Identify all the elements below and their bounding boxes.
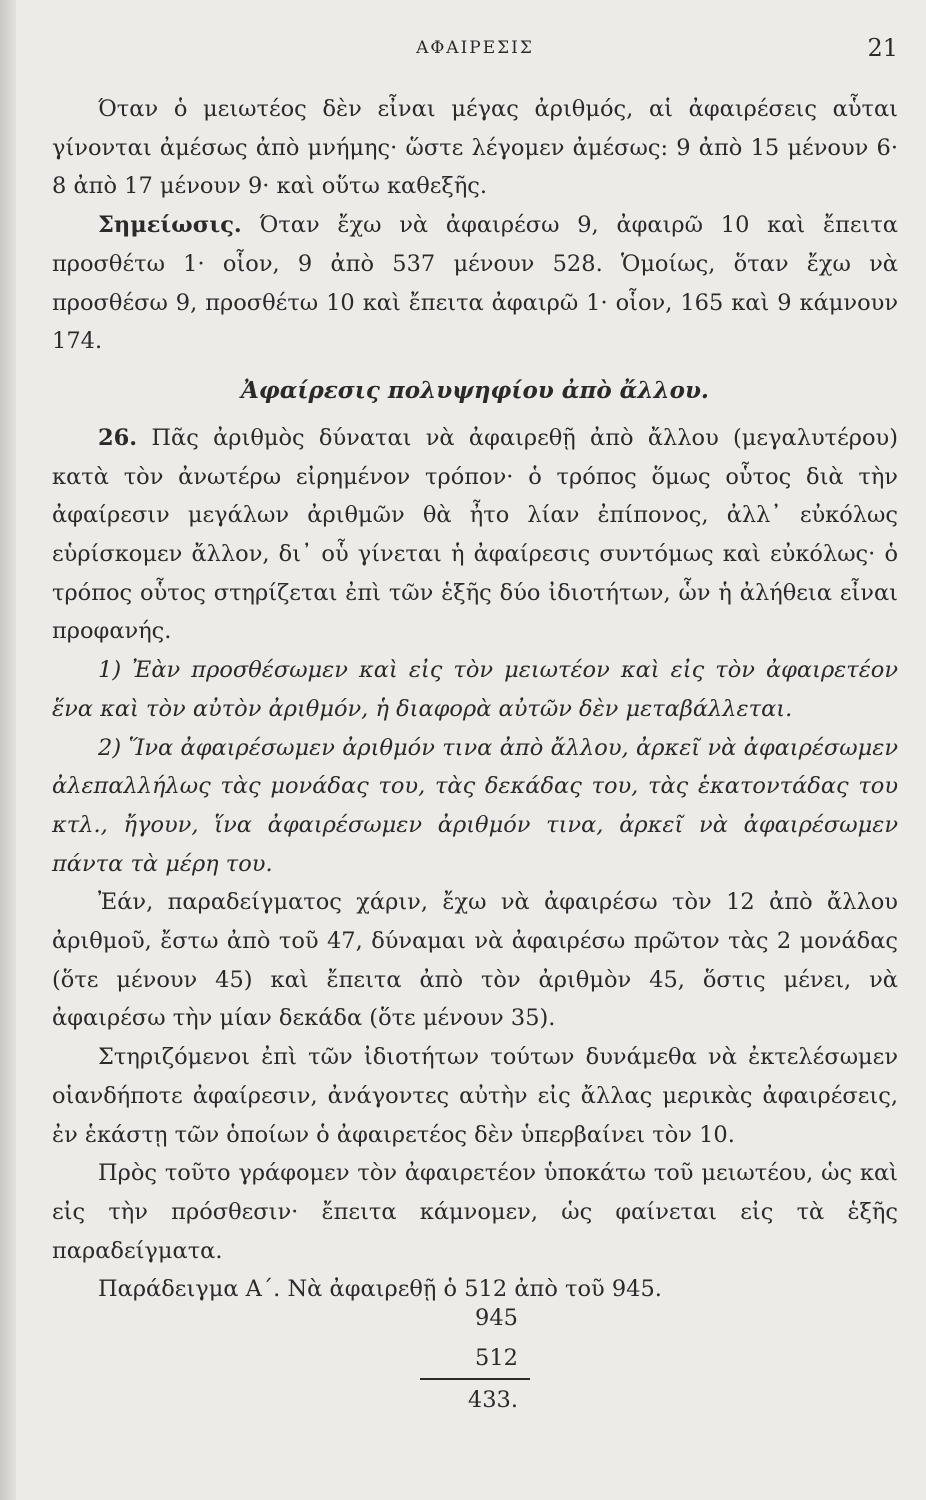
rule-2	[52, 729, 898, 884]
subtraction-example	[420, 1298, 530, 1420]
difference: 433.	[420, 1378, 530, 1420]
page-edge-shadow	[0, 0, 16, 1500]
rule-1	[52, 651, 898, 728]
page-number: 21	[867, 34, 898, 62]
example-a: Παράδειγμα Α΄. Νὰ ἀφαιρεθῇ ὁ 512 ἀπὸ τοῦ 945.	[98, 1276, 662, 1303]
section-heading: Ἀφαίρεσις πολυψηφίου ἀπὸ ἄλλου.	[241, 376, 709, 404]
rule-2-label: 2)	[98, 734, 122, 761]
rule-2-text: Ἵνα ἀφαιρέσωμεν ἀριθμόν τινα ἀπὸ ἄλλου, ἀρκεῖ νὰ ἀφαιρέσωμεν ἀλεπαλλήλως τὰς μονάδας του, τὰς δεκάδας του, τὰς ἑκατοντάδας του κτλ., ἤγουν, ἵνα ἀφαιρέσωμεν ἀριθμόν τινα, ἀρκεῖ νὰ ἀφαιρέσωμεν πάντα τὰ μέρη του.	[52, 734, 899, 877]
running-head	[52, 34, 898, 64]
paragraph-26	[52, 419, 898, 651]
writing-paragraph: Πρὸς τοῦτο γράφομεν τὸν ἀφαιρετέον ὑποκάτω τοῦ μειωτέου, ὡς καὶ εἰς τὴν πρόσθεσιν· ἔπειτα κάμνομεν, ὡς φαίνεται εἰς τὰ ἑξῆς παραδείγματα.	[52, 1160, 898, 1264]
rule-1-text: Ἐὰν προσθέσωμεν καὶ εἰς τὸν μειωτέον καὶ εἰς τὸν ἀφαιρετέον ἕνα καὶ τὸν αὐτὸν ἀριθμόν, ἡ διαφορὰ αὐτῶν δὲν μεταβάλλεται.	[52, 657, 898, 722]
minuend: 945	[475, 1305, 518, 1331]
paragraph-26-text: Πᾶς ἀριθμὸς δύναται νὰ ἀφαιρεθῇ ἀπὸ ἄλλου (μεγαλυτέρου) κατὰ τὸν ἀνωτέρω εἰρημένον τρόπον· ὁ τρόπος ὅμως οὗτος διὰ τὴν ἀφαίρεσιν μεγάλων ἀριθμῶν θὰ ἦτο λίαν ἐπίπονος, ἀλλ᾽ εὐκόλως εὑρίσκομεν ἄλλον, δι᾽ οὗ γίνεται ἡ ἀφαίρεσις συντόμως καὶ εὐκόλως· ὁ τρόπος οὗτος στηρίζεται ἐπὶ τῶν ἑξῆς δύο ἰδιοτήτων, ὧν ἡ ἀλήθεια εἶναι προφανής.	[52, 424, 898, 645]
subtrahend: 512	[475, 1345, 518, 1371]
intro-paragraph: Όταν ὁ μειωτέος δὲν εἶναι μέγας ἀριθμός, αἱ ἀφαιρέσεις αὗται γίνονται ἀμέσως ἀπὸ μνήμης· ὥστε λέγομεν ἀμέσως: 9 ἀπὸ 15 μένουν 6· 8 ἀπὸ 17 μένουν 9· καὶ οὕτω καθεξῆς.	[52, 96, 898, 200]
chapter-title: ΑΦΑΙΡΕΣΙΣ	[416, 38, 534, 58]
method-paragraph: Στηριζόμενοι ἐπὶ τῶν ἰδιοτήτων τούτων δυνάμεθα νὰ ἐκτελέσωμεν οἱανδήποτε ἀφαίρεσιν, ἀνάγοντες αὐτὴν εἰς ἄλλας μερικὰς ἀφαιρέσεις, ἐν ἑκάστῃ τῶν ὁποίων ὁ ἀφαιρετέος δὲν ὑπερβαίνει τὸν 10.	[52, 1044, 898, 1148]
note-paragraph	[52, 206, 898, 361]
page-body	[52, 90, 898, 1309]
paragraph-number: 26.	[98, 424, 138, 451]
example-paragraph: Ἐάν, παραδείγματος χάριν, ἔχω νὰ ἀφαιρέσω τὸν 12 ἀπὸ ἄλλου ἀριθμοῦ, ἔστω ἀπὸ τοῦ 47, δύναμαι νὰ ἀφαιρέσω πρῶτον τὰς 2 μονάδας (ὅτε μένουν 45) καὶ ἔπειτα ἀπὸ τὸν ἀριθμὸν 45, ὅστις μένει, νὰ ἀφαιρέσω τὴν μίαν δεκάδα (ὅτε μένουν 35).	[52, 889, 898, 1032]
note-text: Όταν ἔχω νὰ ἀφαιρέσω 9, ἀφαιρῶ 10 καὶ ἔπειτα προσθέτω 1· οἷον, 9 ἀπὸ 537 μένουν 528. Ὁμοίως, ὅταν ἔχω νὰ προσθέσω 9, προσθέτω 10 καὶ ἔπειτα ἀφαιρῶ 1· οἷον, 165 καὶ 9 κάμνουν 174.	[52, 212, 899, 355]
note-label: Σημείωσις.	[98, 212, 242, 239]
rule-1-label: 1)	[98, 657, 122, 684]
